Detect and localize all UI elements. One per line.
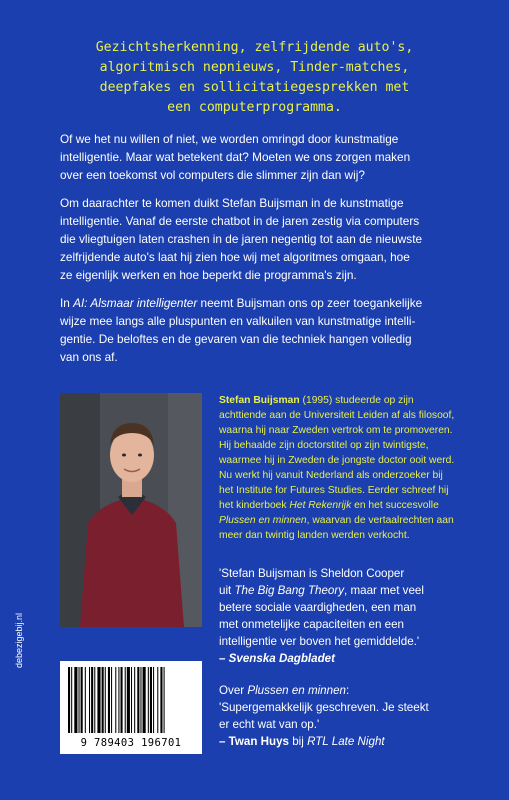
text-line: intelligentie ver boven het gemiddelde.' — [219, 635, 420, 648]
text-line — [219, 498, 489, 513]
source-name: – Twan Huys — [219, 735, 290, 748]
text-line: Nu werkt hij vanuit Nederland als onderzoeker bij — [219, 470, 443, 481]
text-line: van ons af. — [60, 349, 118, 364]
text-line — [219, 393, 489, 408]
text-line: intelligentie. Maar wat betekent dat? Moeten we ons zorgen maken — [60, 149, 411, 164]
text-fragment: het kinderboek — [219, 500, 290, 511]
text-line: gentie. De beloftes en de gevaren van die techniek hangen volledig — [60, 331, 412, 346]
barcode-bar — [102, 667, 104, 733]
text-line — [60, 295, 460, 313]
text-line: 'Stefan Buijsman is Sheldon Cooper — [219, 567, 405, 580]
text-line — [219, 582, 489, 599]
text-line — [219, 513, 489, 528]
barcode-bar — [105, 667, 106, 733]
text-fragment: Over — [219, 684, 248, 697]
barcode-bar — [68, 667, 70, 733]
barcode-bar — [97, 667, 100, 733]
barcode-bar — [91, 667, 93, 733]
barcode-bar — [121, 667, 123, 733]
book-title: Het Rekenrijk — [289, 500, 352, 511]
tagline-line: algoritmisch nepnieuws, Tinder-matches, — [99, 60, 410, 75]
book-title: Plussen en minnen — [219, 515, 307, 526]
text-line: 'Supergemakkelijk geschreven. Je steekt — [219, 701, 429, 714]
show-title: RTL Late Night — [307, 735, 385, 748]
barcode-bar — [74, 667, 77, 733]
barcode-bar — [111, 667, 112, 733]
barcode-bar — [94, 667, 95, 733]
author-name: Stefan Buijsman — [219, 395, 300, 406]
text-fragment: neemt Buijsman ons op zeer toegankelijke — [197, 296, 423, 311]
text-line: het Institute for Futures Studies. Eerder schreef hij — [219, 485, 449, 496]
text-line — [219, 682, 489, 699]
blurb-paragraph-3 — [60, 295, 460, 366]
barcode-bar — [157, 667, 158, 733]
review-quote-2 — [219, 682, 489, 750]
barcode-bar — [89, 667, 90, 733]
text-line: meer dan twintig landen werden verkocht. — [219, 530, 410, 541]
barcode-bar — [85, 667, 86, 733]
text-fragment: bij — [289, 735, 308, 748]
text-fragment: In — [60, 296, 74, 311]
text-line: intelligentie. Vanaf de eerste chatbot in de jaren zestig via computers — [60, 214, 420, 229]
barcode — [60, 661, 202, 754]
barcode-bar — [164, 667, 165, 733]
text-line: over een toekomst vol computers die slimmer zijn dan wij? — [60, 167, 365, 182]
quote-source: – Svenska Dagbladet — [219, 652, 335, 665]
barcode-bar — [137, 667, 139, 733]
tagline — [0, 38, 509, 118]
barcode-bar — [140, 667, 141, 733]
quote-source — [219, 733, 489, 750]
text-fragment: uit — [219, 584, 235, 597]
text-fragment: , waarvan de vertaalrechten aan — [306, 515, 454, 526]
barcode-bar — [143, 667, 146, 733]
book-title: Plussen en minnen — [247, 684, 346, 697]
book-title: AI: Alsmaar intelligenter — [73, 296, 198, 311]
barcode-bar — [127, 667, 130, 733]
show-title: The Big Bang Theory — [234, 584, 345, 597]
text-line: die vliegtuigen laten crashen in de jaren negentig tot aan de nieuwste — [60, 231, 423, 246]
text-line: wijze mee langs alle pluspunten en valkuilen van kunstmatige intelli- — [60, 314, 416, 329]
barcode-bar — [160, 667, 162, 733]
barcode-bar — [148, 667, 149, 733]
blurb-paragraph-1 — [60, 131, 460, 184]
barcode-bar — [118, 667, 119, 733]
barcode-bar — [81, 667, 83, 733]
text-line: Om daarachter te komen duikt Stefan Buijsman in de kunstmatige — [60, 196, 404, 211]
blurb — [60, 131, 460, 378]
tagline-line: Gezichtsherkenning, zelfrijdende auto's, — [95, 40, 414, 55]
barcode-bar — [134, 667, 135, 733]
text-line: waarna hij naar Zweden vertrok om te promoveren. — [219, 425, 453, 436]
text-fragment: en het succesvolle — [351, 500, 439, 511]
text-line: achttiende aan de Universiteit Leiden af als filosoof, — [219, 410, 455, 421]
text-line: Of we het nu willen of niet, we worden omringd door kunstmatige — [60, 132, 399, 146]
text-fragment: (1995) studeerde op zijn — [299, 395, 414, 406]
author-bio — [219, 393, 489, 543]
text-line: Hij behaalde zijn doctorstitel op zijn twintigste, — [219, 440, 429, 451]
tagline-line: deepfakes en sollicitatiegesprekken met — [99, 80, 410, 95]
barcode-bar — [153, 667, 154, 733]
text-fragment: : — [345, 684, 350, 697]
author-portrait-illustration — [60, 393, 202, 627]
barcode-bars — [60, 661, 202, 737]
text-line: zelfrijdende auto's laat hij zien hoe wij met algoritmes omgaan, hoe — [60, 249, 410, 264]
text-line: ze eigenlijk werken en hoe beperkt die programma's zijn. — [60, 267, 357, 282]
barcode-bar — [115, 667, 116, 733]
barcode-bar — [79, 667, 80, 733]
barcode-bar — [150, 667, 152, 733]
review-quote-1 — [219, 565, 489, 667]
publisher-url: debezigebij.nl — [14, 612, 24, 668]
text-line: betere sociale vaardigheden, een man — [219, 601, 417, 614]
tagline-line: een computerprogramma. — [167, 100, 342, 115]
author-photo — [60, 393, 202, 627]
isbn-number: 9 789403 196701 — [80, 737, 182, 749]
blurb-paragraph-2 — [60, 195, 460, 284]
text-fragment: , maar met veel — [344, 584, 424, 597]
text-line: waarmee hij in Zweden de jongste doctor ooit werd. — [219, 455, 455, 466]
text-line: er echt wat van op.' — [219, 718, 320, 731]
barcode-bar — [125, 667, 126, 733]
barcode-bar — [108, 667, 110, 733]
text-line: met onmetelijke capaciteiten en een — [219, 618, 404, 631]
barcode-bar — [71, 667, 72, 733]
barcode-bar — [131, 667, 132, 733]
